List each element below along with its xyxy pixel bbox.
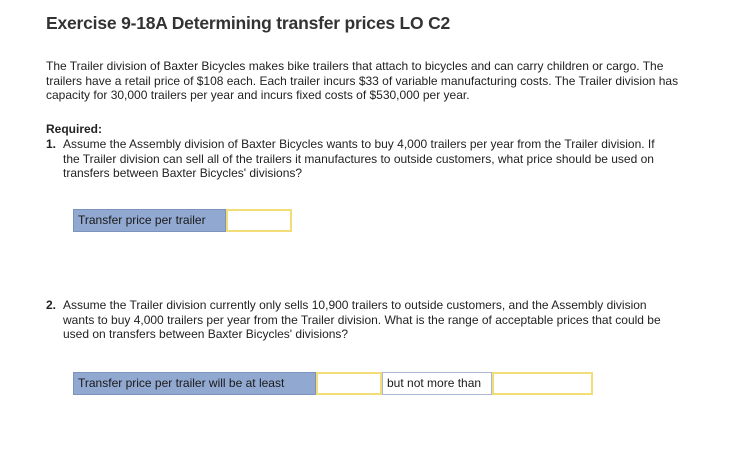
answer-row-2 — [73, 372, 593, 395]
question-2 — [46, 298, 673, 342]
required-heading: Required: — [46, 122, 103, 136]
min-transfer-price-input[interactable] — [316, 372, 382, 395]
question-2-text: Assume the Trailer division currently only sells 10,900 trailers to outside customers, and the Assembly division wants to buy 4,000 trailers per year from the Trailer division. What is the range of acceptable prices that could be used on transfers between Baxter Bicycles' divisions? — [63, 298, 661, 341]
transfer-price-label: Transfer price per trailer — [73, 209, 226, 232]
problem-description: The Trailer division of Baxter Bicycles makes bike trailers that attach to bicycles and can carry children or cargo. The trailers have a retail price of $108 each. Each trailer incurs $33 of variable manufacturing costs. The Trailer division has capacity for 30,000 trailers per year and incurs fixed costs of $530,000 per year. — [46, 59, 679, 102]
max-transfer-price-input[interactable] — [492, 372, 593, 395]
question-2-number: 2. — [46, 298, 57, 312]
answer-row-1 — [73, 209, 292, 232]
question-1-number: 1. — [46, 137, 57, 151]
max-transfer-price-label: but not more than — [382, 372, 492, 395]
question-1 — [46, 137, 673, 181]
exercise-title: Exercise 9-18A Determining transfer prices LO C2 — [46, 13, 451, 33]
transfer-price-input[interactable] — [226, 209, 292, 232]
question-1-text: Assume the Assembly division of Baxter Bicycles wants to buy 4,000 trailers per year from the Trailer division. If the Trailer division can sell all of the trailers it manufactures to outside customers, what price should be used on transfers between Baxter Bicycles' divisions? — [63, 137, 655, 180]
min-transfer-price-label: Transfer price per trailer will be at least — [73, 372, 316, 395]
